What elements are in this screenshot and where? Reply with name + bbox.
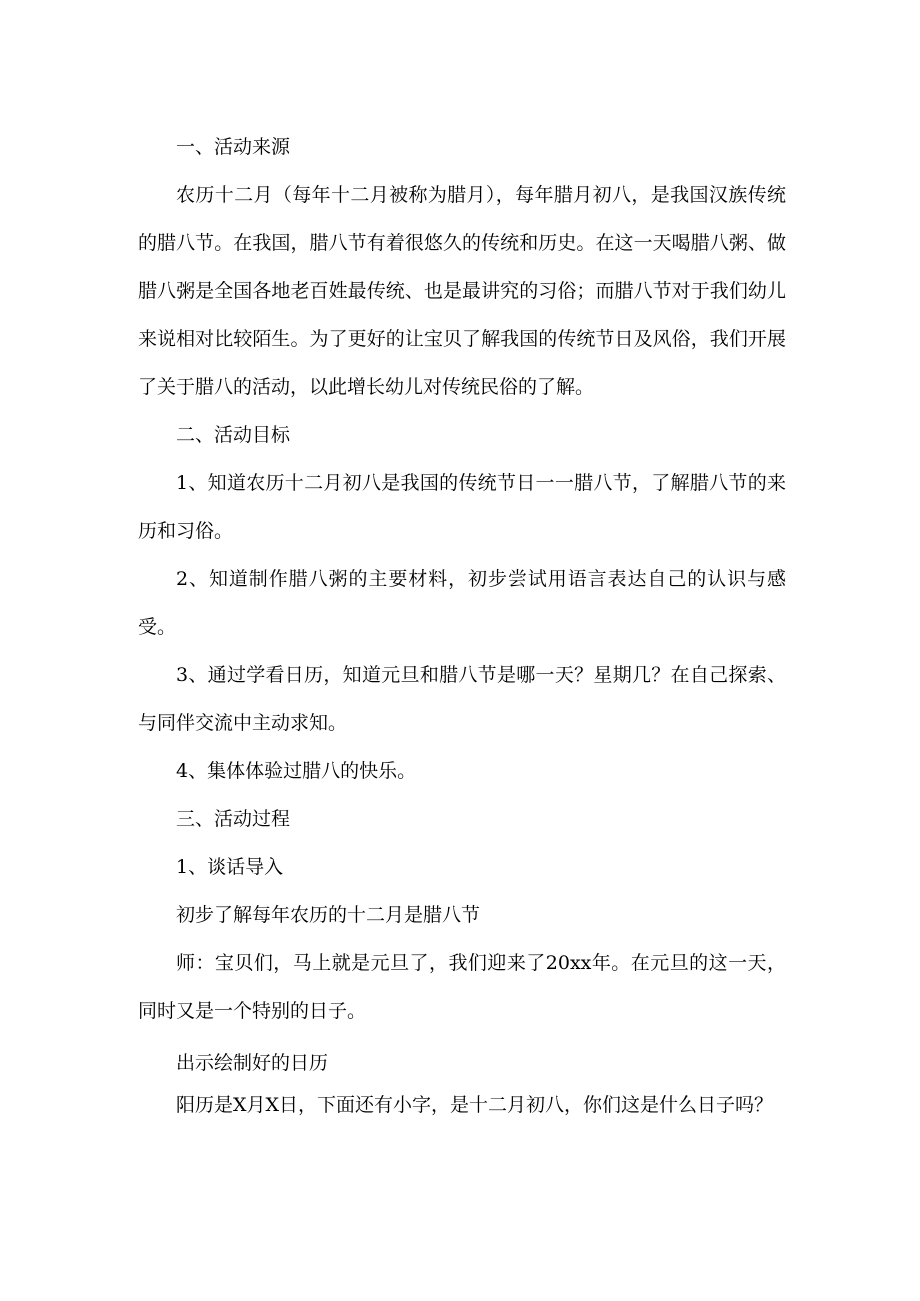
teacher-dialogue: 师：宝贝们，马上就是元旦了，我们迎来了20xx年。在元旦的这一天，同时又是一个特别的日子。: [138, 952, 786, 1022]
section-heading-activity-goals: 二、活动目标: [176, 424, 291, 446]
section-heading-activity-process: 三、活动过程: [176, 808, 291, 830]
paragraph-activity-origin: 农历十二月（每年十二月被称为腊月），每年腊月初八，是我国汉族传统的腊八节。在我国，腊八节有着很悠久的传统和历史。在这一天喝腊八粥、做腊八粥是全国各地老百姓最传统、也是最讲究的习俗；而腊八节对于我们幼儿来说相对比较陌生。为了更好的让宝贝了解我国的传统节日及风俗，我们开展了关于腊八的活动，以此增长幼儿对传统民俗的了解。: [138, 184, 786, 398]
goal-item-3: 3、通过学看日历，知道元旦和腊八节是哪一天？星期几？在自己探索、与同伴交流中主动求知。: [138, 664, 786, 734]
calendar-question: 阳历是X月X日，下面还有小字，是十二月初八，你们这是什么日子吗？: [176, 1094, 774, 1116]
show-calendar-instruction: 出示绘制好的日历: [176, 1052, 329, 1074]
goal-item-1: 1、知道农历十二月初八是我国的传统节日一一腊八节，了解腊八节的来历和习俗。: [138, 472, 786, 542]
process-step-1-heading: 1、谈话导入: [176, 856, 284, 878]
goal-item-2: 2、知道制作腊八粥的主要材料，初步尝试用语言表达自己的认识与感受。: [138, 568, 786, 638]
goal-item-4: 4、集体体验过腊八的快乐。: [176, 760, 417, 782]
process-step-1-subheading: 初步了解每年农历的十二月是腊八节: [176, 904, 481, 926]
section-heading-activity-origin: 一、活动来源: [176, 136, 291, 158]
